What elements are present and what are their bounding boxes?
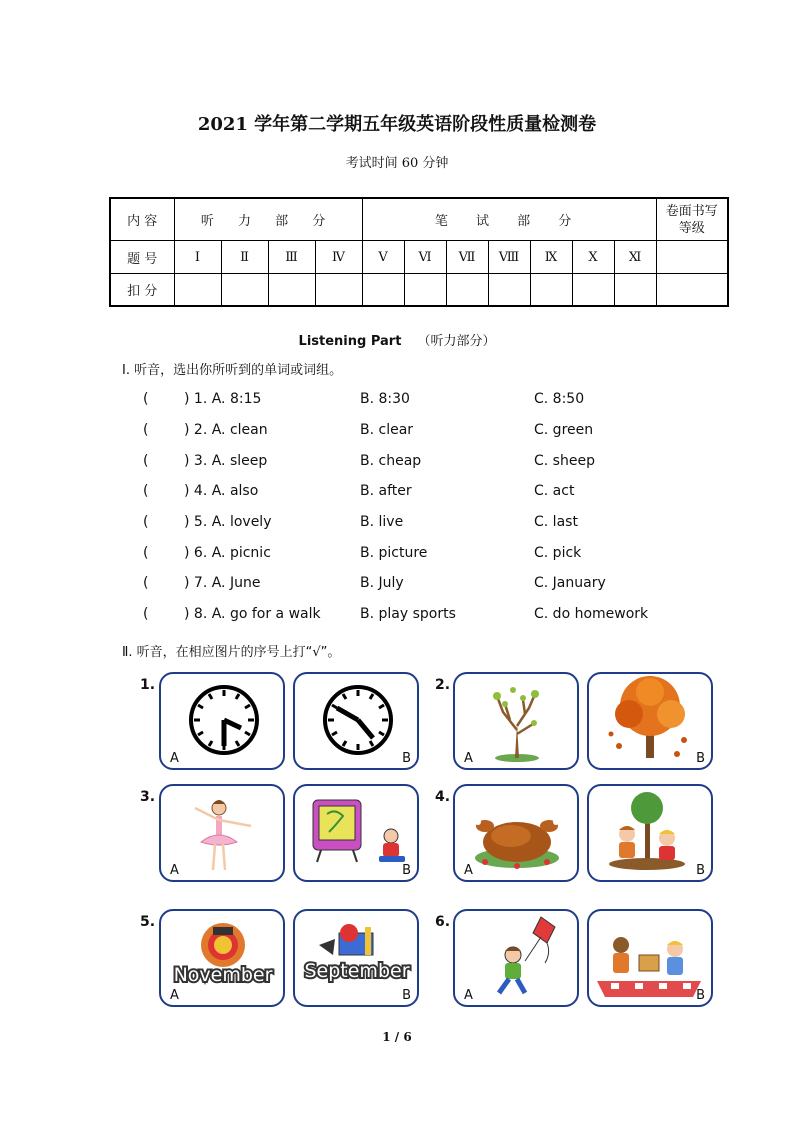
option-a: ) 5. A. lovely	[184, 514, 272, 530]
deduction-cell[interactable]	[174, 274, 221, 307]
option-a: ) 1. A. 8:15	[184, 391, 262, 407]
option-c: C. January	[534, 575, 606, 591]
question-row[interactable]	[0, 575, 794, 595]
section-number: Ⅺ	[614, 241, 656, 274]
handwriting-header: 卷面书写 等级	[656, 198, 728, 241]
option-b: B. after	[360, 483, 412, 499]
written-header: 笔 试 部 分	[362, 198, 656, 241]
picture-card-6a[interactable]	[453, 909, 579, 1007]
picture-question-number: 6.	[435, 914, 451, 930]
question-row[interactable]	[0, 545, 794, 565]
section-number: Ⅸ	[530, 241, 572, 274]
deduction-cell[interactable]	[268, 274, 315, 307]
option-a: ) 3. A. sleep	[184, 453, 268, 469]
section-number: Ⅷ	[488, 241, 530, 274]
picnic-icon	[589, 911, 711, 1005]
option-c: C. pick	[534, 545, 582, 561]
option-label-a[interactable]: A	[464, 863, 473, 878]
deduction-cell[interactable]	[572, 274, 614, 307]
picture-question-number: 3.	[140, 789, 156, 805]
page-title: 2021 学年第二学期五年级英语阶段性质量检测卷	[197, 114, 597, 135]
picture-card-2a[interactable]	[453, 672, 579, 770]
answer-paren: (	[143, 483, 149, 499]
row-label-content: 内 容	[110, 198, 174, 241]
clock-icon	[161, 674, 283, 768]
option-a: ) 2. A. clean	[184, 422, 268, 438]
option-label-a[interactable]: A	[170, 988, 179, 1003]
picture-card-2b[interactable]	[587, 672, 713, 770]
option-c: C. do homework	[534, 606, 649, 622]
picture-card-1a[interactable]	[159, 672, 285, 770]
picture-card-4b[interactable]	[587, 784, 713, 882]
answer-paren: (	[143, 453, 149, 469]
picture-card-3b[interactable]	[293, 784, 419, 882]
option-label-b[interactable]: B	[696, 751, 705, 766]
option-label-b[interactable]: B	[402, 988, 411, 1003]
flying-kite-icon	[455, 911, 577, 1005]
september-label: September	[304, 960, 410, 982]
answer-paren: (	[143, 545, 149, 561]
bare-tree-icon	[455, 674, 577, 768]
ballet-dancer-icon	[161, 786, 283, 880]
deduction-cell[interactable]	[404, 274, 446, 307]
option-b: B. 8:30	[360, 391, 410, 407]
option-b: B. clear	[360, 422, 414, 438]
answer-paren: (	[143, 514, 149, 530]
picture-question-number: 2.	[435, 677, 451, 693]
november-label: November	[173, 964, 273, 986]
picture-card-1b[interactable]	[293, 672, 419, 770]
option-label-a[interactable]: A	[464, 751, 473, 766]
option-label-a[interactable]: A	[170, 751, 179, 766]
deduction-cell[interactable]	[315, 274, 362, 307]
watching-tv-icon	[295, 786, 417, 880]
autumn-tree-icon	[589, 674, 711, 768]
handwriting-grade-cell[interactable]	[656, 241, 728, 274]
picture-question-number: 5.	[140, 914, 156, 930]
section-number: Ⅶ	[446, 241, 488, 274]
deduction-cell[interactable]	[614, 274, 656, 307]
planting-tree-icon	[589, 786, 711, 880]
section-1-heading: Ⅰ. 听音，选出你所听到的单词或词组。	[122, 363, 343, 378]
section-number: Ⅹ	[572, 241, 614, 274]
deduction-cell[interactable]	[488, 274, 530, 307]
picture-question-number: 1.	[140, 677, 156, 693]
section-number: Ⅱ	[221, 241, 268, 274]
option-label-b[interactable]: B	[696, 863, 705, 878]
section-number: Ⅴ	[362, 241, 404, 274]
clock-icon	[295, 674, 417, 768]
picture-card-5a[interactable]	[159, 909, 285, 1007]
option-label-b[interactable]: B	[402, 863, 411, 878]
row-label-deduction: 扣 分	[110, 274, 174, 307]
listening-part-title: Listening Part （听力部分）	[298, 334, 496, 349]
deduction-cell[interactable]	[530, 274, 572, 307]
row-label-number: 题 号	[110, 241, 174, 274]
section-number: Ⅳ	[315, 241, 362, 274]
option-b: B. cheap	[360, 453, 422, 469]
option-b: B. picture	[360, 545, 428, 561]
option-b: B. play sports	[360, 606, 456, 622]
option-c: C. last	[534, 514, 578, 530]
score-table	[109, 197, 729, 307]
option-c: C. green	[534, 422, 594, 438]
listening-header: 听 力 部 分	[174, 198, 362, 241]
option-a: ) 7. A. June	[184, 575, 261, 591]
section-number: Ⅲ	[268, 241, 315, 274]
picture-card-5b[interactable]	[293, 909, 419, 1007]
option-c: C. act	[534, 483, 575, 499]
option-b: B. July	[360, 575, 404, 591]
turkey-decoration-icon	[201, 923, 245, 967]
option-b: B. live	[360, 514, 404, 530]
question-row[interactable]	[0, 483, 794, 503]
answer-paren: (	[143, 391, 149, 407]
question-row[interactable]	[0, 453, 794, 473]
option-label-b[interactable]: B	[696, 988, 705, 1003]
option-a: ) 8. A. go for a walk	[184, 606, 321, 622]
option-a: ) 6. A. picnic	[184, 545, 271, 561]
answer-paren: (	[143, 575, 149, 591]
deduction-cell[interactable]	[362, 274, 404, 307]
deduction-cell[interactable]	[221, 274, 268, 307]
picture-card-3a[interactable]	[159, 784, 285, 882]
option-label-a[interactable]: A	[464, 988, 473, 1003]
roast-turkey-icon	[455, 786, 577, 880]
answer-paren: (	[143, 606, 149, 622]
option-label-a[interactable]: A	[170, 863, 179, 878]
question-row[interactable]	[0, 422, 794, 442]
school-supplies-icon	[319, 924, 373, 955]
option-label-b[interactable]: B	[402, 751, 411, 766]
section-number: Ⅵ	[404, 241, 446, 274]
answer-paren: (	[143, 422, 149, 438]
option-c: C. sheep	[534, 453, 595, 469]
picture-question-number: 4.	[435, 789, 451, 805]
picture-card-4a[interactable]	[453, 784, 579, 882]
section-2-heading: Ⅱ. 听音，在相应图片的序号上打“√”。	[122, 645, 341, 660]
deduction-cell[interactable]	[446, 274, 488, 307]
option-c: C. 8:50	[534, 391, 585, 407]
question-row[interactable]	[0, 391, 794, 411]
picture-card-6b[interactable]	[587, 909, 713, 1007]
option-a: ) 4. A. also	[184, 483, 259, 499]
question-row[interactable]	[0, 606, 794, 626]
page-number: 1 / 6	[382, 1030, 412, 1044]
section-number: Ⅰ	[174, 241, 221, 274]
question-row[interactable]	[0, 514, 794, 534]
exam-duration: 考试时间 60 分钟	[345, 156, 449, 171]
deduction-cell[interactable]	[656, 274, 728, 307]
